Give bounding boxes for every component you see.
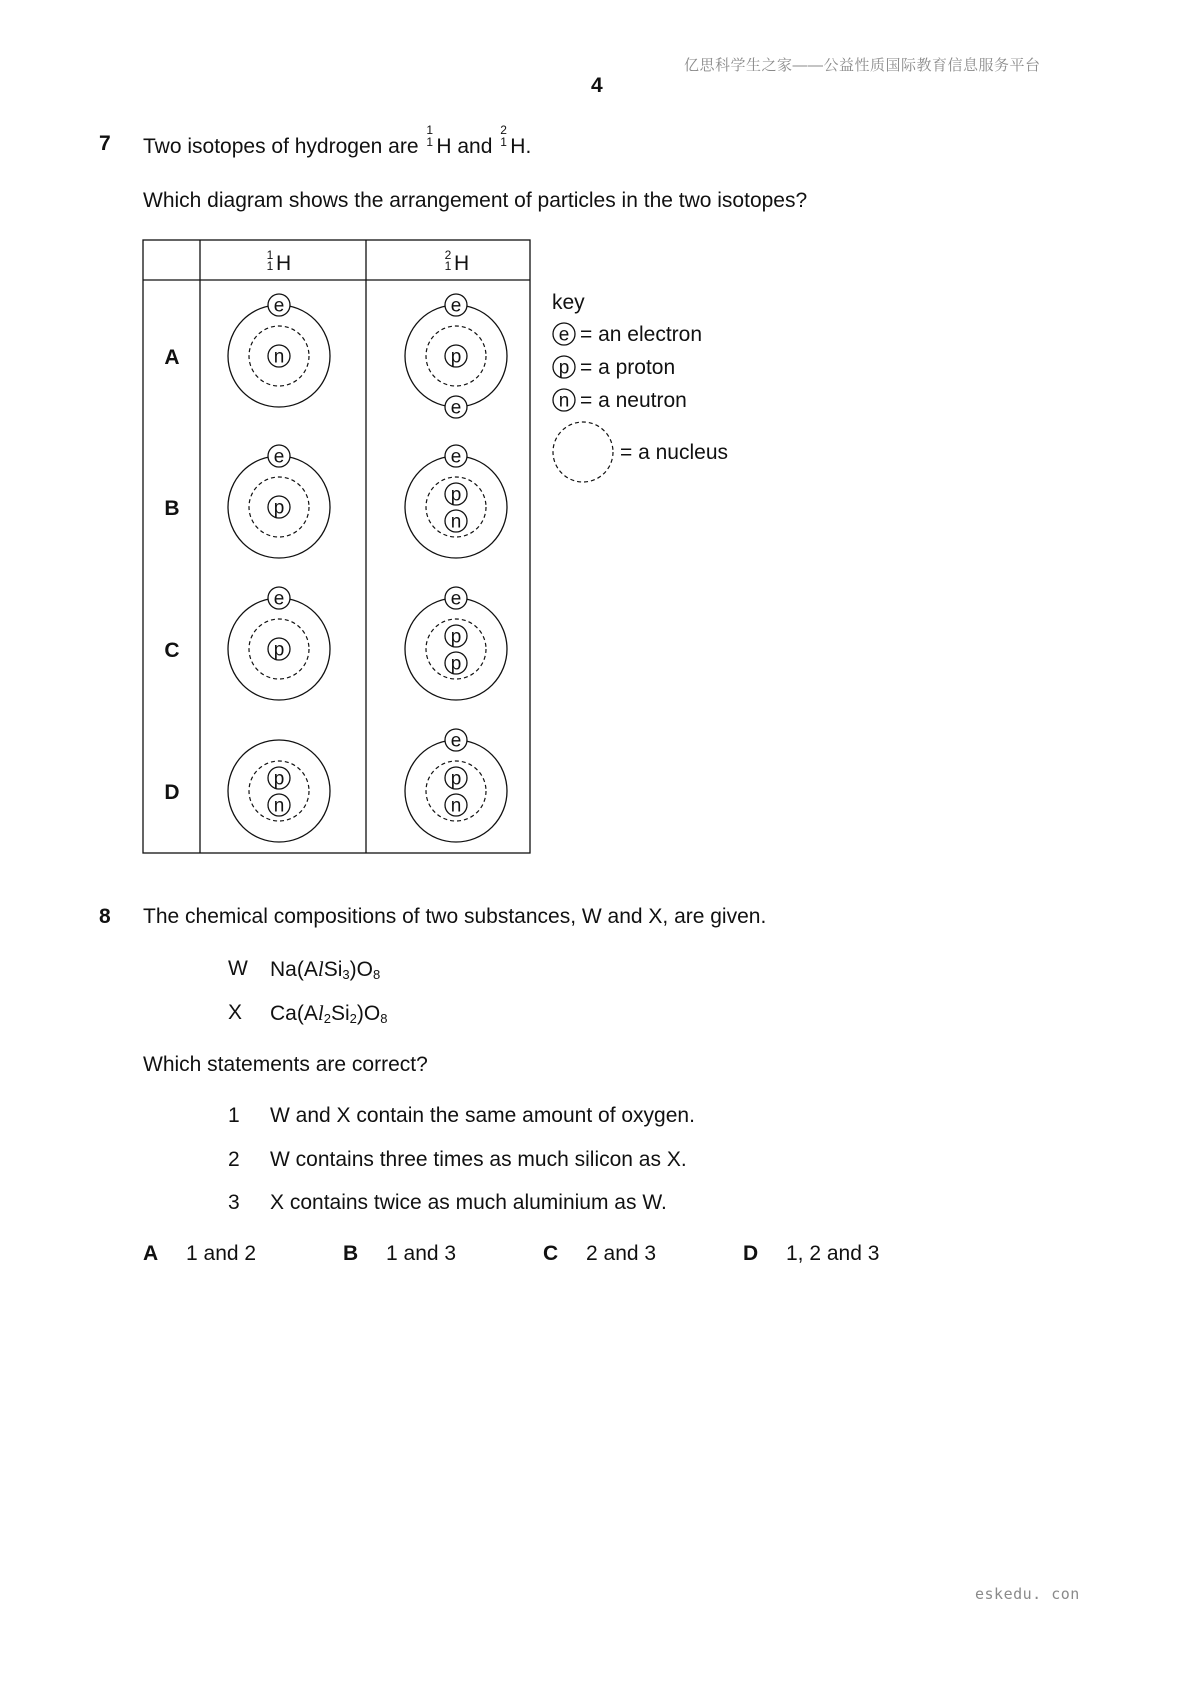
option-b-letter: B [343,1242,359,1265]
svg-text:p: p [450,768,462,790]
neutron [268,794,290,817]
substance-x-formula: $Ca(Al_2Si_2)O_8$ [270,1001,388,1026]
atom-diagram-a-1 [228,294,330,407]
statement-2-text: W contains three times as much silicon as X. [270,1148,687,1171]
question-7-stem: Two isotopes of hydrogen are 1 1 H and 2 1 H. [143,123,532,158]
svg-text:p: p [450,346,462,368]
svg-text:n: n [450,795,462,817]
substance-w-formula: $Na(AlSi_3)O_8$ [270,957,381,982]
atom-diagram-d-2 [405,729,507,842]
statement-1-number: 1 [228,1104,240,1127]
statement-3 [228,1191,667,1215]
q7-intro: Two isotopes of hydrogen are [143,135,419,158]
key-nucleus-symbol [553,422,613,482]
question-7-number: 7 [99,132,111,155]
svg-text:e: e [450,446,462,468]
svg-text:n: n [273,346,285,368]
svg-text:e: e [450,295,462,317]
page-number: 4 [591,74,603,97]
neutron [445,794,467,817]
electron [268,294,290,317]
key-proton-symbol [553,356,575,379]
header-hydrogen-2 [445,248,470,275]
atom-diagram-c-2 [405,587,507,700]
svg-text:H: H [276,252,292,275]
svg-text:e: e [273,446,285,468]
neutron [445,510,467,533]
isotope-h1-symbol: H [436,135,452,158]
svg-text:p: p [273,497,285,519]
proton [445,767,467,790]
isotope-table-frame [143,240,530,853]
electron [268,445,290,468]
neutron [268,345,290,368]
statement-3-number: 3 [228,1191,240,1214]
question-8-prompt: Which statements are correct? [143,1053,428,1076]
svg-text:1: 1 [444,259,452,273]
substance-x-label: X [228,1001,243,1024]
footer-site: eskedu. con [975,1585,1080,1603]
svg-text:e: e [450,588,462,610]
option-c-text: 2 and 3 [586,1242,657,1265]
question-7-prompt: Which diagram shows the arrangement of particles in the two isotopes? [143,189,808,212]
svg-text:e: e [273,295,285,317]
statement-1 [228,1104,695,1128]
svg-text:p: p [273,768,285,790]
svg-text:1: 1 [266,259,274,273]
svg-text:2: 2 [444,248,452,262]
question-8-stem: The chemical compositions of two substances, W and X, are given. [143,905,767,928]
option-d-letter: D [743,1242,759,1265]
svg-text:1: 1 [266,248,274,262]
substance-w-label: W [228,957,248,980]
atom-diagram-a-2 [405,294,507,419]
svg-text:p: p [273,639,285,661]
row-label-b: B [164,497,180,520]
key-electron-symbol [553,323,575,346]
statement-3-text: X contains twice as much aluminium as W. [270,1191,667,1214]
electron [445,294,467,317]
substance-w [228,957,381,982]
electron [445,729,467,752]
electron [445,396,467,419]
key-neutron-symbol [553,389,575,412]
atom-diagram-c-1 [228,587,330,700]
option-d[interactable] [743,1242,880,1266]
proton [445,483,467,506]
option-c[interactable] [543,1242,657,1266]
svg-text:n: n [273,795,285,817]
option-a-text: 1 and 2 [186,1242,257,1265]
svg-text:e: e [558,324,570,346]
header-hydrogen-1 [267,248,292,275]
proton [268,767,290,790]
key-electron-text: = an electron [580,323,703,346]
svg-text:e: e [273,588,285,610]
electron-shell [405,598,507,700]
row-label-a: A [164,346,180,369]
watermark-header: 亿思科学生之家——公益性质国际教育信息服务平台 [684,57,1041,74]
svg-text:p: p [450,653,462,675]
statement-1-text: W and X contain the same amount of oxygen. [270,1104,695,1127]
atom-diagram-b-1 [228,445,330,558]
proton [445,652,467,675]
question-8-number: 8 [99,905,111,928]
statement-2 [228,1148,687,1172]
isotope-h2-notation: 2 1 [500,123,507,149]
atom-diagram-d-1 [228,740,330,842]
electron-shell [405,456,507,558]
svg-text:H: H [454,252,470,275]
proton [268,638,290,661]
svg-text:p: p [558,357,570,379]
proton [268,496,290,519]
svg-text:p: p [450,484,462,506]
statement-2-number: 2 [228,1148,240,1171]
key-nucleus-text: = a nucleus [620,441,728,464]
svg-text:n: n [558,390,570,412]
option-a[interactable] [143,1242,257,1266]
electron-shell [228,740,330,842]
option-b[interactable] [343,1242,457,1266]
substance-x [228,1001,388,1026]
svg-text:p: p [450,626,462,648]
svg-text:e: e [450,730,462,752]
isotope-h1-notation: 1 1 [426,123,434,149]
key-proton-text: = a proton [580,356,676,379]
option-b-text: 1 and 3 [386,1242,457,1265]
atom-diagram-b-2 [405,445,507,558]
electron [445,445,467,468]
isotope-h2-symbol: H [510,135,526,158]
proton [445,345,467,368]
q7-connector: and [457,135,493,158]
option-c-letter: C [543,1242,559,1265]
row-label-d: D [164,781,180,804]
key-title: key [552,291,585,314]
key-neutron-text: = a neutron [580,389,687,412]
svg-text:e: e [450,397,462,419]
electron-shell [405,740,507,842]
row-label-c: C [164,639,180,662]
electron [268,587,290,610]
proton [445,625,467,648]
option-d-text: 1, 2 and 3 [786,1242,880,1265]
electron [445,587,467,610]
option-a-letter: A [143,1242,159,1265]
svg-text:n: n [450,511,462,533]
